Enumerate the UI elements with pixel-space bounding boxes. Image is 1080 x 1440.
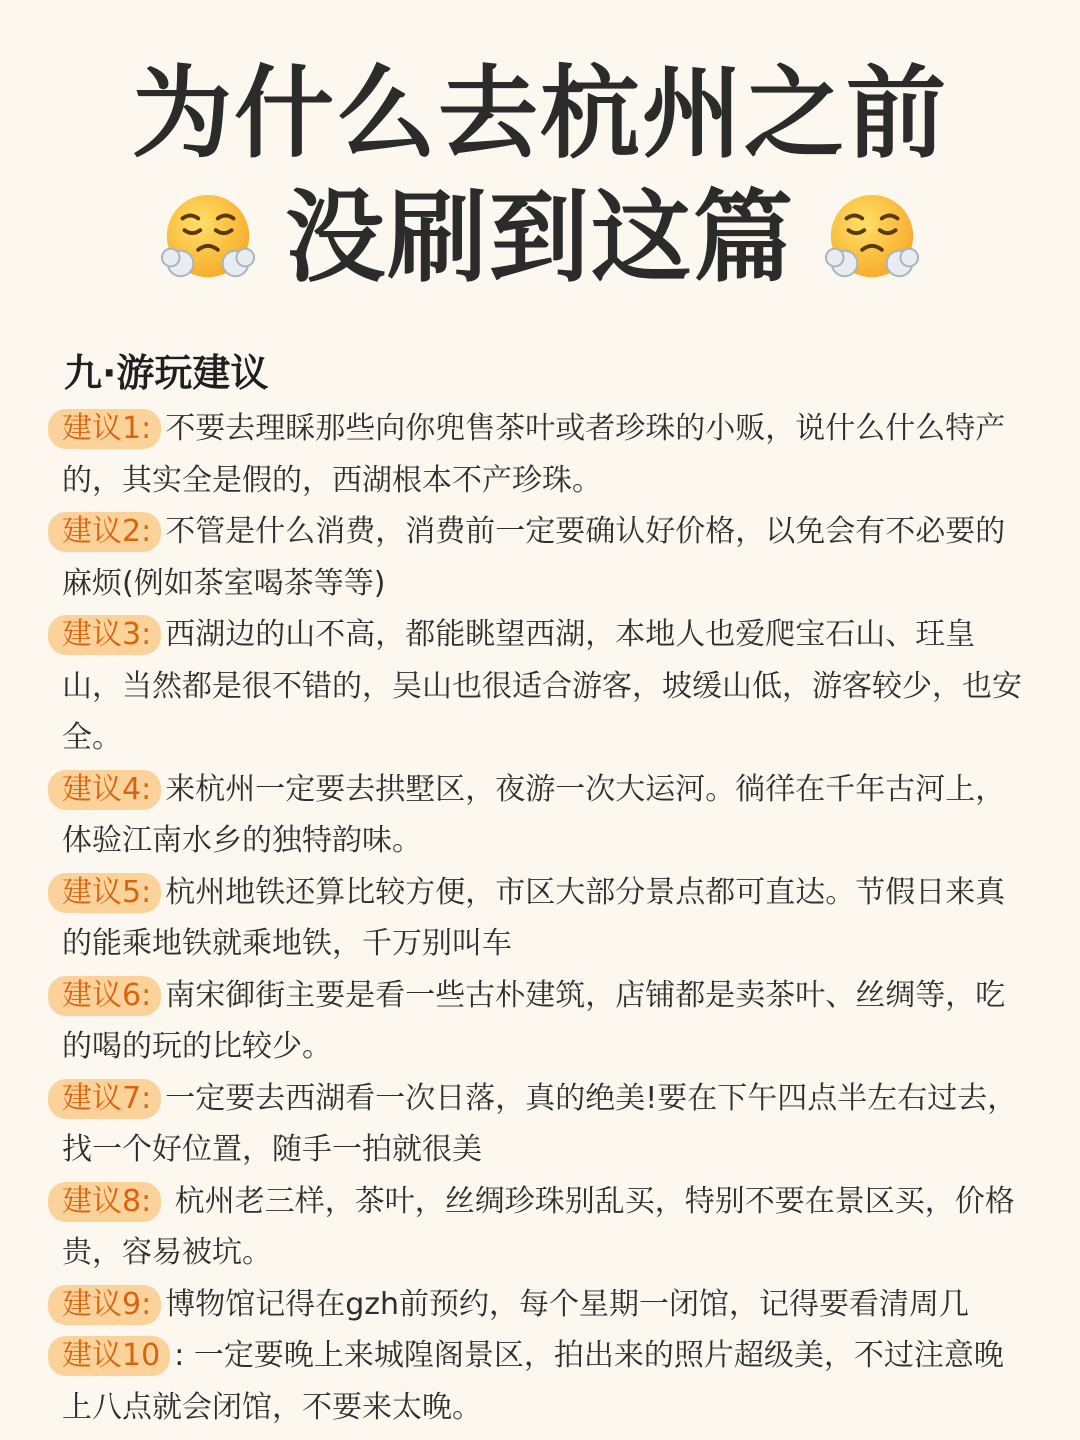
tip-item <box>62 609 1032 764</box>
tip-text: 南宋御街主要是看一些古朴建筑，店铺都是卖茶叶、丝绸等，吃的喝的玩的比较少。 <box>62 977 1006 1064</box>
tip-label: 建议6: <box>48 976 161 1016</box>
tip-label: 建议5: <box>48 873 161 913</box>
page-title-line2-row <box>0 176 1080 300</box>
tip-label: 建议3: <box>48 615 161 655</box>
tip-label: 建议7: <box>48 1079 161 1119</box>
tip-item <box>62 1330 1032 1433</box>
tip-label: 建议10 <box>48 1336 170 1376</box>
tip-text: 来杭州一定要去拱墅区，夜游一次大运河。徜徉在千年古河上，体验江南水乡的独特韵味。 <box>62 771 1006 858</box>
tip-text: 西湖边的山不高，都能眺望西湖，本地人也爱爬宝石山、玨皇山，当然都是很不错的，吴山也很适合游客，坡缓山低，游客较少，也安全。 <box>62 617 1022 755</box>
face-with-steam-from-nose-icon <box>159 189 257 287</box>
tip-text: 杭州老三样，茶叶，丝绸珍珠别乱买，特别不要在景区买，价格贵，容易被坑。 <box>62 1183 1015 1270</box>
tip-text: 博物馆记得在gzh前预约，每个星期一闭馆，记得要看清周几 <box>165 1286 970 1322</box>
tip-item <box>62 1176 1032 1279</box>
tip-item <box>62 764 1032 867</box>
tip-label: 建议4: <box>48 770 161 810</box>
tip-item <box>62 403 1032 506</box>
tip-text: 一定要去西湖看一次日落，真的绝美!要在下午四点半左右过去，找一个好位置，随手一拍就很美 <box>62 1080 1018 1167</box>
tip-label: 建议9: <box>48 1285 161 1325</box>
tip-text: : 一定要晚上来城隍阁景区，拍出来的照片超级美，不过注意晚上八点就会闭馆，不要来太晚。 <box>62 1338 1004 1425</box>
page-title-line2: 没刷到这篇 <box>285 179 795 296</box>
face-with-steam-from-nose-icon <box>823 189 921 287</box>
page-header <box>0 52 1080 300</box>
tip-text: 不要去理睬那些向你兜售茶叶或者珍珠的小贩，说什么什么特产的，其实全是假的，西湖根本不产珍珠。 <box>62 411 1006 498</box>
tip-item <box>62 1279 1032 1331</box>
page-title-line1: 为什么去杭州之前 <box>132 55 948 172</box>
tip-item <box>62 867 1032 970</box>
tip-item <box>62 506 1032 609</box>
tip-text: 杭州地铁还算比较方便，市区大部分景点都可直达。节假日来真的能乘地铁就乘地铁，千万别叫车 <box>62 874 1006 961</box>
tip-label: 建议8: <box>48 1182 161 1222</box>
tip-label: 建议2: <box>48 512 161 552</box>
tips-section <box>62 345 1032 1433</box>
tip-item <box>62 1073 1032 1176</box>
tip-label: 建议1: <box>48 409 161 449</box>
tip-item <box>62 970 1032 1073</box>
section-title: 九·游玩建议 <box>64 351 269 395</box>
tip-text: 不管是什么消费，消费前一定要确认好价格，以免会有不必要的麻烦(例如茶室喝茶等等) <box>62 514 1006 601</box>
